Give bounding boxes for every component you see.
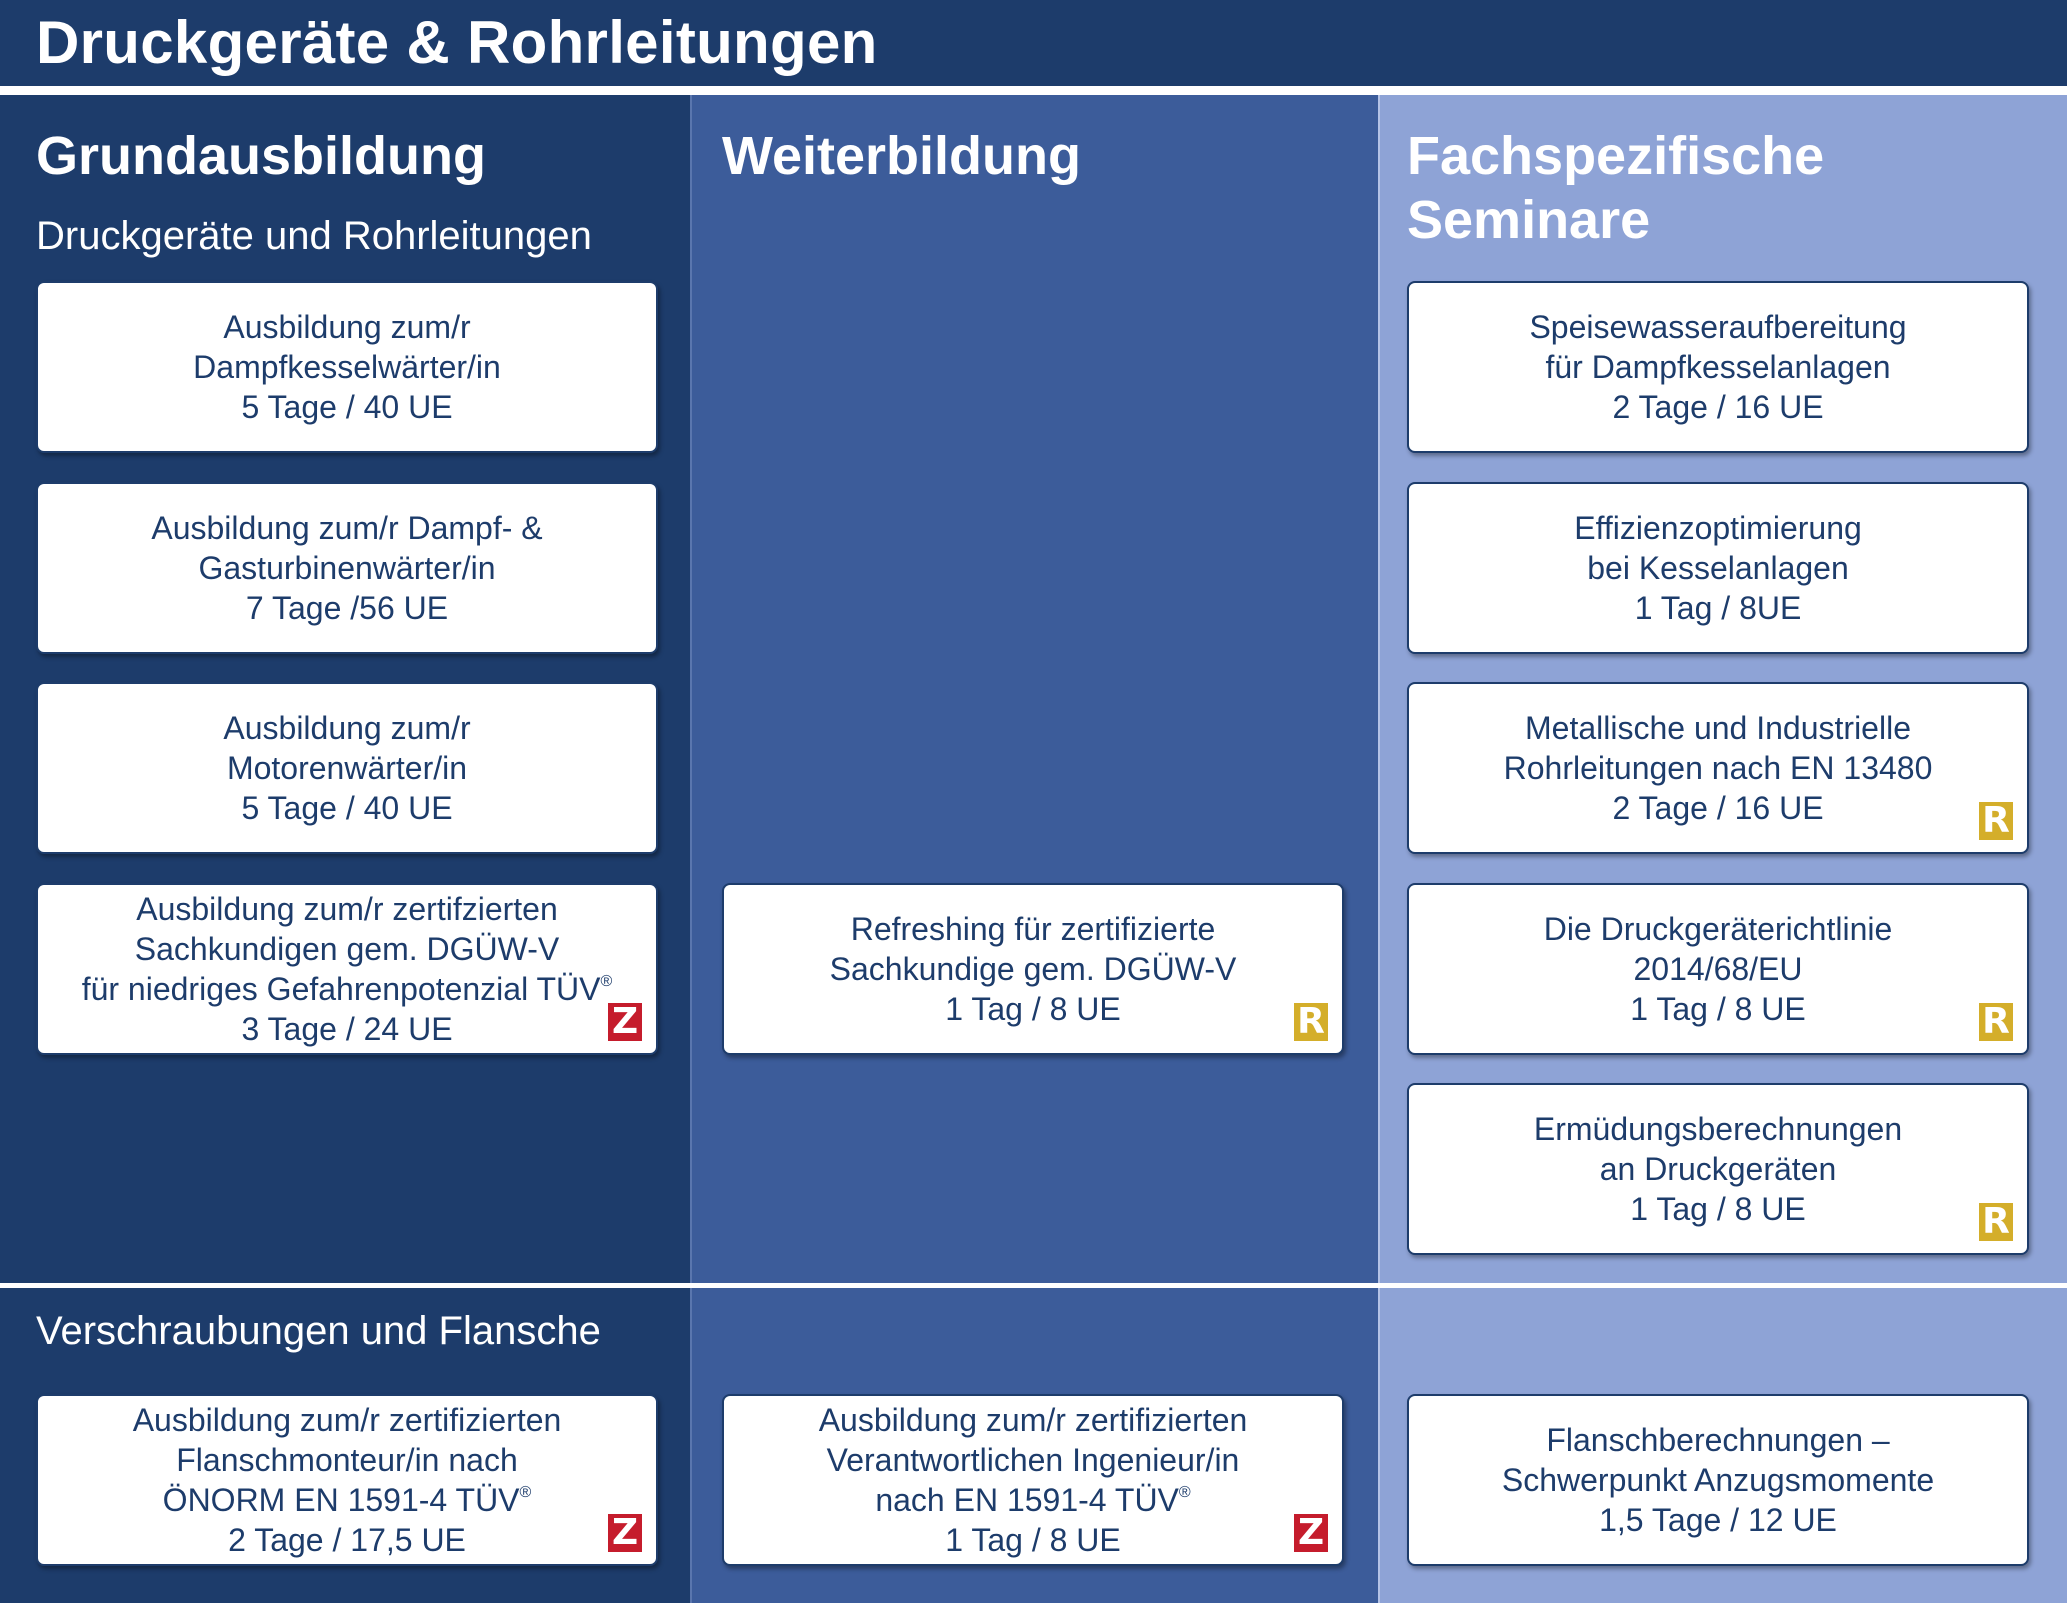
r-badge-icon: R (1979, 1003, 2013, 1041)
section-subtitle-druckgeraete: Druckgeräte und Rohrleitungen (36, 214, 592, 258)
column-weiterbildung (690, 95, 1378, 1603)
z-badge-icon: Z (608, 1514, 642, 1552)
course-card-druckgeraeterichtlinie[interactable]: Die Druckgeräterichtlinie 2014/68/EU 1 Tag / 8 UE R (1407, 883, 2029, 1055)
course-card-dampfkesselwaerter[interactable]: Ausbildung zum/r Dampfkesselwärter/in 5 Tage / 40 UE (36, 281, 658, 453)
column-title-weiter: Weiterbildung (722, 126, 1081, 186)
course-card-motorenwaerter[interactable]: Ausbildung zum/r Motorenwärter/in 5 Tage / 40 UE (36, 682, 658, 854)
z-badge-icon: Z (608, 1003, 642, 1041)
r-badge-icon: R (1979, 1203, 2013, 1241)
r-badge-icon: R (1979, 802, 2013, 840)
course-card-refreshing-sachkundige[interactable]: Refreshing für zertifizierte Sachkundige gem. DGÜW-V 1 Tag / 8 UE R (722, 883, 1344, 1055)
page-header (0, 0, 2067, 90)
course-card-speisewasser[interactable]: Speisewasseraufbereitung für Dampfkesselanlagen 2 Tage / 16 UE (1407, 281, 2029, 453)
column-title-fach-line2: Seminare (1407, 190, 1651, 250)
page-title: Druckgeräte & Rohrleitungen (36, 9, 878, 76)
course-card-flanschberechnungen[interactable]: Flanschberechnungen – Schwerpunkt Anzugsmomente 1,5 Tage / 12 UE (1407, 1394, 2029, 1566)
course-card-verantwortlicher-ingenieur[interactable]: Ausbildung zum/r zertifizierten Verantwortlichen Ingenieur/in nach EN 1591-4 TÜV® 1 Tag / 8 UE Z (722, 1394, 1344, 1566)
course-card-rohrleitungen-en13480[interactable]: Metallische und Industrielle Rohrleitungen nach EN 13480 2 Tage / 16 UE R (1407, 682, 2029, 854)
course-card-sachkundige[interactable]: Ausbildung zum/r zertifzierten Sachkundigen gem. DGÜW-V für niedriges Gefahrenpotenzial TÜV® 3 Tage / 24 UE Z (36, 883, 658, 1055)
column-title-grund: Grundausbildung (36, 126, 486, 186)
r-badge-icon: R (1294, 1003, 1328, 1041)
section-subtitle-flansche: Verschraubungen und Flansche (36, 1309, 601, 1353)
course-card-effizienzoptimierung[interactable]: Effizienzoptimierung bei Kesselanlagen 1 Tag / 8UE (1407, 482, 2029, 654)
section-divider (0, 1283, 2067, 1288)
course-card-gasturbinenwaerter[interactable]: Ausbildung zum/r Dampf- & Gasturbinenwärter/in 7 Tage /56 UE (36, 482, 658, 654)
course-card-ermuedungsberechnungen[interactable]: Ermüdungsberechnungen an Druckgeräten 1 Tag / 8 UE R (1407, 1083, 2029, 1255)
course-card-flanschmonteur[interactable]: Ausbildung zum/r zertifizierten Flanschmonteur/in nach ÖNORM EN 1591-4 TÜV® 2 Tage / 17,5 UE Z (36, 1394, 658, 1566)
z-badge-icon: Z (1294, 1514, 1328, 1552)
column-title-fach-line1: Fachspezifische (1407, 126, 1825, 186)
